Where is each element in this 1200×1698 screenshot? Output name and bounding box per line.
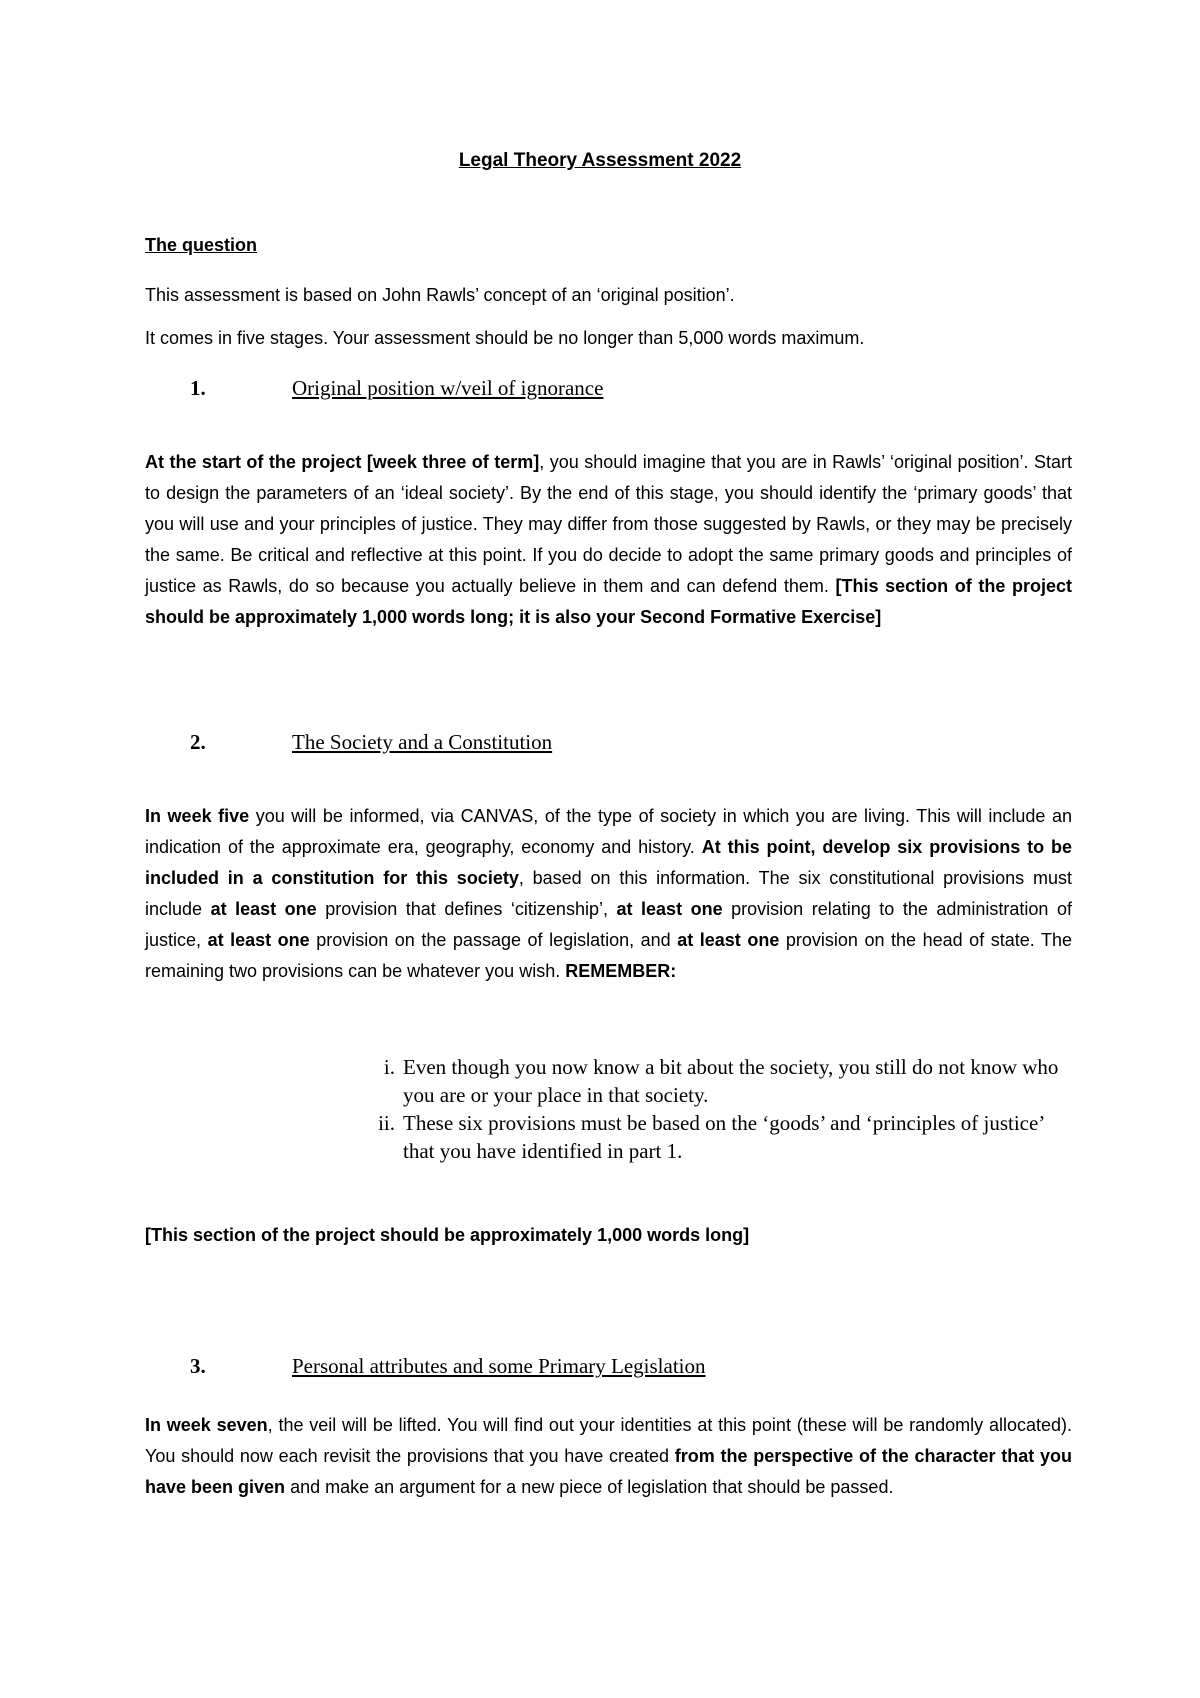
reminder-item <box>355 1109 1075 1165</box>
s2-text-4: provision relating to the administration of justice, <box>145 899 1072 950</box>
intro-line-1: This assessment is based on John Rawls’ concept of an ‘original position’. <box>145 285 735 305</box>
reminder-number: i. <box>383 1055 395 1079</box>
section-2-length-note: [This section of the project should be approximately 1,000 words long] <box>145 1225 750 1245</box>
s3-week-seven: In week seven <box>145 1415 268 1435</box>
section-3-number: 3. <box>190 1354 206 1378</box>
section-1-number: 1. <box>190 376 206 400</box>
s2-develop-provisions: At this point, develop six provisions to be included in a constitution for this society <box>145 837 1072 888</box>
s2-text-6: provision on the head of state. The remaining two provisions can be whatever you wish. <box>145 930 1072 981</box>
s2-week-five: In week five <box>145 806 250 826</box>
s3-perspective: from the perspective of the character that you have been given <box>145 1446 1072 1497</box>
s2-at-least-one-3: at least one <box>207 930 310 950</box>
document-title: Legal Theory Assessment 2022 <box>458 150 742 171</box>
reminder-list <box>355 1053 1075 1165</box>
reminder-text: Even though you now know a bit about the society, you still do not know who you are or your place in that society. <box>403 1055 1059 1107</box>
s2-text-3: provision that defines ‘citizenship’, <box>316 899 617 919</box>
reminder-text: These six provisions must be based on the ‘goods’ and ‘principles of justice’ that you have identified in part 1. <box>403 1111 1044 1163</box>
section-2-title: The Society and a Constitution <box>292 730 553 754</box>
reminder-item <box>355 1053 1075 1109</box>
question-heading: The question <box>145 235 257 255</box>
section-1-heading <box>190 376 603 401</box>
section-2-heading <box>190 730 552 755</box>
s3-text-2: and make an argument for a new piece of legislation that should be passed. <box>285 1477 894 1497</box>
section-1-text: , you should imagine that you are in Rawls’ ‘original position’. Start to design the parameters of an ‘ideal society’. By the end of this stage, you should identify the ‘primary goods’ that you will use and your principles of justice. They may differ from those suggested by Rawls, or they may be precisely the same. Be critical and reflective at this point. If you do decide to adopt the same primary goods and principles of justice as Rawls, do so because you actually believe in them and can defend them. <box>145 452 1073 596</box>
s2-at-least-one-2: at least one <box>616 899 723 919</box>
s2-at-least-one-1: at least one <box>210 899 317 919</box>
s2-text-2: , based on this information. The six constitutional provisions must include <box>145 868 1072 919</box>
section-2-number: 2. <box>190 730 206 754</box>
section-2-paragraph <box>145 801 1072 987</box>
s2-remember: REMEMBER: <box>565 961 677 981</box>
section-1-paragraph <box>145 447 1072 633</box>
intro-line-2: It comes in five stages. Your assessment should be no longer than 5,000 words maximum. <box>145 328 865 348</box>
section-3-title: Personal attributes and some Primary Legislation <box>292 1354 706 1378</box>
section-1-title: Original position w/veil of ignorance <box>292 376 604 400</box>
section-3-heading <box>190 1354 706 1379</box>
s3-text-1: , the veil will be lifted. You will find out your identities at this point (these will be randomly allocated). You should now each revisit the provisions that you have created <box>145 1415 1073 1466</box>
reminder-number: ii. <box>378 1111 395 1135</box>
s2-at-least-one-4: at least one <box>677 930 780 950</box>
s2-text-1: you will be informed, via CANVAS, of the type of society in which you are living. This will include an indication of the approximate era, geography, economy and history. <box>145 806 1072 857</box>
section-1-length-note: [This section of the project should be approximately 1,000 words long; it is also your Second Formative Exercise] <box>145 576 1072 627</box>
section-1-lead: At the start of the project [week three of term] <box>145 452 540 472</box>
s2-text-5: provision on the passage of legislation, and <box>309 930 678 950</box>
section-3-paragraph <box>145 1410 1072 1503</box>
